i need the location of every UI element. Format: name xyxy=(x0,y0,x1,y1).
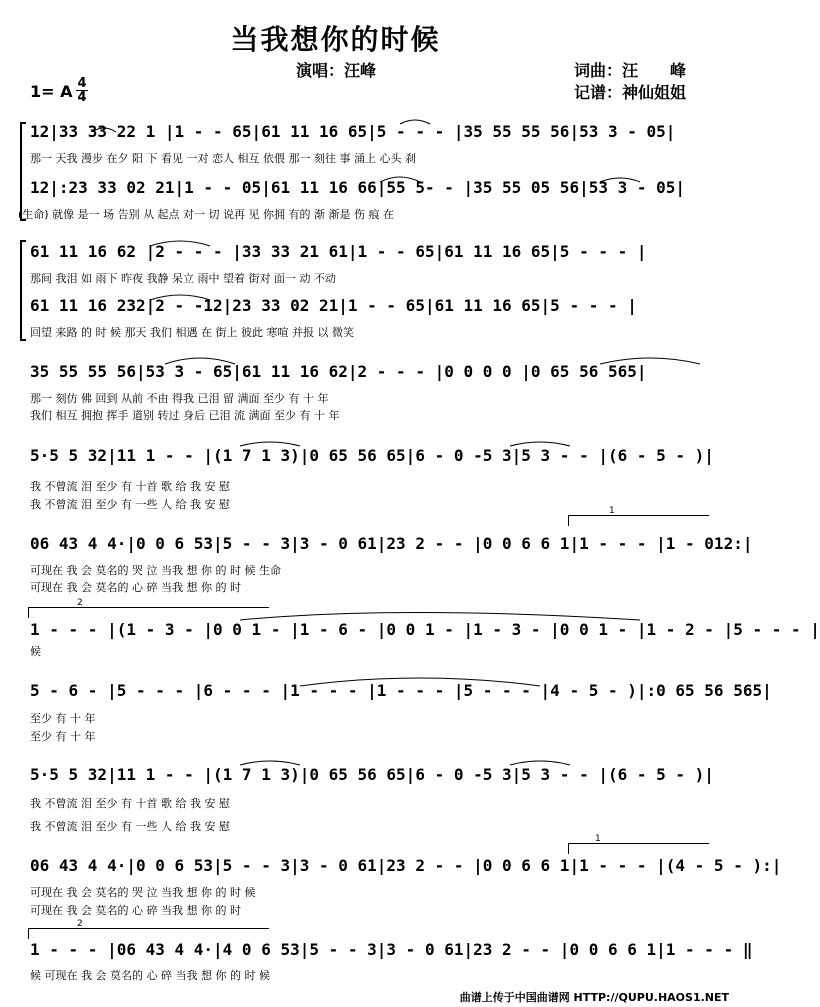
singer: 演唱：汪峰 xyxy=(296,61,377,80)
notation-line-11: 06 43 4 4·|0 0 6 53|5 - - 3|3 - 0 61|23 2 - - |0 0 6 6 1|1 - - - |(4 - 5 - ):| xyxy=(30,856,782,875)
time-sig-top: 4 xyxy=(77,76,87,91)
lyric-line-10b: 我 不曾流 泪 至少 有 一些 人 给 我 安 慰 xyxy=(30,820,230,833)
lyric-line-9a: 至少 有 十 年 xyxy=(30,712,96,725)
lyric-line-11b: 可现在 我 会 莫名的 心 碎 当我 想 你 的 时 xyxy=(30,904,241,917)
notation-line-12: 1 - - - |06 43 4 4·|4 0 6 53|5 - - 3|3 - 0 61|23 2 - - |0 0 6 6 1|1 - - - ‖ xyxy=(30,940,753,959)
notation-line-3: 61 11 16 62 |2 - - - |33 33 21 61|1 - - 65|61 11 16 65|5 - - - | xyxy=(30,242,647,261)
notation-line-1: 12|33 33 22 1 |1 - - 65|61 11 16 65|5 - - - |35 55 55 56|53 3 - 05| xyxy=(30,122,676,141)
composer: 词曲：汪 峰 xyxy=(574,61,687,80)
notation-line-6: 5·5 5 32|11 1 - - |(1 7 1 3)|0 65 56 65|6 - 0 -5 3|5 3 - - |(6 - 5 - )| xyxy=(30,446,714,465)
notation-line-4: 61 11 16 232|2 - -12|23 33 02 21|1 - - 65|61 11 16 65|5 - - - | xyxy=(30,296,637,315)
notation-line-5: 35 55 55 56|53 3 - 65|61 11 16 62|2 - - - |0 0 0 0 |0 65 56 565| xyxy=(30,362,647,381)
notation-line-7: 06 43 4 4·|0 0 6 53|5 - - 3|3 - 0 61|23 2 - - |0 0 6 6 1|1 - - - |1 - 012:| xyxy=(30,534,753,553)
lyric-line-5a: 那一 刻仿 佛 回到 从前 不由 得我 已泪 留 满面 至少 有 十 年 xyxy=(30,392,329,405)
lyric-line-4: 回望 来路 的 时 候 那天 我们 相遇 在 街上 彼此 寒喧 并报 以 微笑 xyxy=(30,326,354,339)
lyric-line-6a: 我 不曾流 泪 至少 有 十首 歌 给 我 安 慰 xyxy=(30,480,230,493)
lyric-line-12: 候 可现在 我 会 莫名的 心 碎 当我 想 你 的 时 候 xyxy=(30,969,270,982)
lyric-line-10a: 我 不曾流 泪 至少 有 十首 歌 给 我 安 慰 xyxy=(30,797,230,810)
volta-2-label: 2 xyxy=(77,598,83,608)
volta-4-label: 2 xyxy=(77,919,83,929)
notation-line-10: 5·5 5 32|11 1 - - |(1 7 1 3)|0 65 56 65|6 - 0 -5 3|5 3 - - |(6 - 5 - )| xyxy=(30,765,714,784)
lyric-line-11a: 可现在 我 会 莫名的 哭 泣 当我 想 你 的 时 候 xyxy=(30,886,256,899)
transcriber: 记谱：神仙姐姐 xyxy=(574,83,687,102)
key-signature: 1= A xyxy=(30,82,73,101)
notation-line-8: 1 - - - |(1 - 3 - |0 0 1 - |1 - 6 - |0 0 1 - |1 - 3 - |0 0 1 - |1 - 2 - |5 - - - | xyxy=(30,620,820,639)
site-watermark: 曲谱上传于中国曲谱网 HTTP://QUPU.HAOS1.NET xyxy=(459,991,729,1004)
volta-3-label: 1 xyxy=(595,834,601,844)
lyric-line-5b: 我们 相互 拥抱 挥手 道别 转过 身后 已泪 流 满面 至少 有 十 年 xyxy=(30,409,340,422)
lyric-line-8: 候 xyxy=(30,645,41,658)
lyric-line-9b: 至少 有 十 年 xyxy=(30,730,96,743)
lyric-line-7b: 可现在 我 会 莫名的 心 碎 当我 想 你 的 时 xyxy=(30,581,241,594)
page-title: 当我想你的时候 xyxy=(230,23,441,56)
time-sig-bottom: 4 xyxy=(77,90,87,105)
notation-line-9: 5 - 6 - |5 - - - |6 - - - |1 - - - |1 - - - |5 - - - |4 - 5 - )|:0 65 56 565| xyxy=(30,681,772,700)
lyric-line-3: 那间 我泪 如 雨下 昨夜 我静 呆立 雨中 望着 街对 面一 动 不动 xyxy=(30,272,336,285)
lyric-line-6b: 我 不曾流 泪 至少 有 一些 人 给 我 安 慰 xyxy=(30,498,230,511)
lyric-line-1: 那一 天我 漫步 在夕 阳 下 看见 一对 恋人 相互 依偎 那一 刻往 事 涌上 心头 刹 xyxy=(30,152,416,165)
notation-line-2: 12|:23 33 02 21|1 - - 05|61 11 16 66|55 5- - |35 55 05 56|53 3 - 05| xyxy=(30,178,686,197)
lyric-line-7a: 可现在 我 会 莫名的 哭 泣 当我 想 你 的 时 候 生命 xyxy=(30,564,281,577)
volta-1-label: 1 xyxy=(609,506,615,516)
lyric-line-2: (生命) 就像 是一 场 告别 从 起点 对一 切 说再 见 你拥 有的 渐 渐是 伤 痕 在 xyxy=(18,208,395,221)
